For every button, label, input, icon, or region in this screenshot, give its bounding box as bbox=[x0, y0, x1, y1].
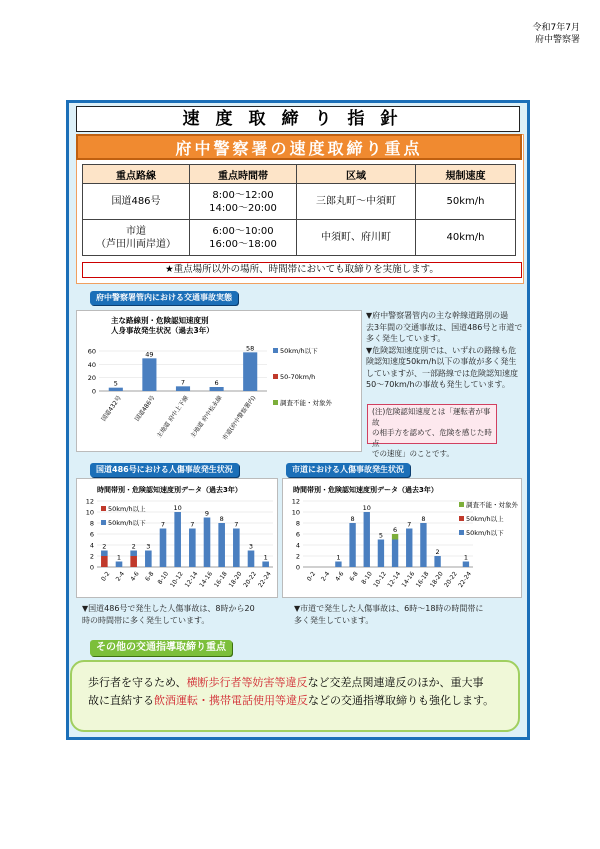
bar bbox=[210, 387, 224, 391]
bar bbox=[130, 551, 137, 557]
x-tick-label: 主地道 府中松永線 bbox=[189, 394, 224, 440]
bar bbox=[160, 529, 167, 568]
chart-title: 時間帯別・危険認知速度別データ（過去3年） bbox=[97, 486, 242, 494]
x-tick-label: 22-24 bbox=[457, 570, 473, 589]
chart-title: 人身事故発生状況（過去3年） bbox=[111, 326, 214, 335]
data-label: 6 bbox=[393, 526, 398, 534]
y-tick-label: 4 bbox=[295, 541, 300, 550]
chart2-panel bbox=[76, 478, 278, 598]
cell-route: 国道486号 bbox=[83, 184, 190, 220]
x-tick-label: 4-6 bbox=[334, 570, 346, 583]
data-label: 6 bbox=[214, 379, 219, 387]
table-row bbox=[83, 184, 516, 220]
x-tick-label: 0-2 bbox=[305, 570, 318, 583]
bar bbox=[109, 388, 123, 391]
enforcement-note: ★重点場所以外の場所、時間帯においても取締りを実施します。 bbox=[82, 262, 522, 278]
section1-label: 府中警察署管内における交通事故実態 bbox=[90, 291, 238, 305]
chart-title: 主な路線別・危険認知速度別 bbox=[111, 316, 209, 325]
x-tick-label: 18-20 bbox=[428, 570, 445, 589]
section4-label: その他の交通指導取締り重点 bbox=[90, 640, 232, 656]
y-tick-label: 10 bbox=[85, 508, 94, 517]
chart3-panel bbox=[282, 478, 522, 598]
definition-note: (注)危険認知速度とは「運転者が事故 の相手方を認めて、危険を感じた時点 での速度」のことです。 bbox=[367, 404, 497, 444]
th-area: 区域 bbox=[297, 165, 416, 184]
x-tick-label: 10-12 bbox=[372, 570, 388, 589]
section1-desc: ▼府中警察署管内の主な幹線道路別の過 去3年間の交通事故は、国道486号と市道で 多く発生しています。 ▼危険認知速度別では、いずれの路線も危 険認知速度50km/h以下の事故が多く発生 していますが、一部路線では危険認知速度 50～70km/hの事故も発生しています。 bbox=[366, 311, 523, 389]
table-row bbox=[83, 220, 516, 256]
bar bbox=[145, 551, 152, 568]
x-tick-label: 14-16 bbox=[400, 570, 417, 589]
cell-time: 6:00～10:00 16:00～18:00 bbox=[190, 220, 297, 256]
x-tick-label: 6-8 bbox=[348, 570, 360, 583]
x-tick-label: 6-8 bbox=[144, 570, 156, 583]
header-block bbox=[520, 22, 580, 46]
x-tick-label: 12-14 bbox=[386, 570, 403, 589]
data-label: 5 bbox=[113, 379, 118, 388]
bar bbox=[218, 523, 225, 567]
chart1-svg bbox=[77, 311, 361, 451]
bar bbox=[248, 551, 255, 568]
x-tick-label: 14-16 bbox=[198, 570, 215, 589]
table-header-row bbox=[83, 165, 516, 184]
legend-swatch bbox=[273, 374, 278, 379]
other-line2: 故に直結する飲酒運転・携帯電話使用等違反などの交通指導取締りも強化します。 bbox=[88, 694, 495, 707]
y-tick-label: 6 bbox=[89, 530, 94, 539]
legend-swatch bbox=[273, 400, 278, 405]
bar bbox=[130, 556, 137, 567]
y-tick-label: 12 bbox=[85, 497, 94, 506]
x-tick-label: 主地道 府中上下線 bbox=[155, 394, 191, 440]
y-tick-label: 0 bbox=[89, 563, 94, 572]
x-tick-label: 16-18 bbox=[414, 570, 431, 589]
data-label: 2 bbox=[102, 542, 107, 551]
x-tick-label: 12-14 bbox=[183, 570, 200, 589]
section3-label: 市道における人傷事故発生状況 bbox=[286, 463, 410, 477]
y-tick-label: 4 bbox=[89, 541, 94, 550]
y-tick-label: 12 bbox=[291, 497, 300, 506]
data-label: 10 bbox=[173, 504, 182, 512]
legend-swatch bbox=[459, 530, 464, 535]
bar bbox=[378, 540, 384, 568]
cell-area: 中須町、府川町 bbox=[297, 220, 416, 256]
th-time: 重点時間帯 bbox=[190, 165, 297, 184]
data-label: 58 bbox=[246, 344, 255, 353]
legend-label: 50km/h以下 bbox=[280, 347, 318, 355]
x-tick-label: 16-18 bbox=[213, 570, 229, 589]
chart2-svg bbox=[77, 479, 277, 597]
header-date: 令和7年7月 bbox=[532, 23, 580, 33]
y-tick-label: 20 bbox=[87, 374, 96, 383]
bar bbox=[406, 529, 412, 568]
x-tick-label: 8-10 bbox=[156, 570, 171, 586]
bar bbox=[233, 529, 240, 568]
data-label: 10 bbox=[362, 504, 371, 512]
bar bbox=[463, 562, 469, 568]
legend-label: 調査不能・対象外 bbox=[466, 501, 518, 509]
x-tick-label: 2-4 bbox=[114, 570, 127, 583]
x-tick-label: 2-4 bbox=[319, 570, 332, 583]
cell-time: 8:00～12:00 14:00～20:00 bbox=[190, 184, 297, 220]
data-label: 7 bbox=[160, 520, 166, 529]
x-tick-label: 22-24 bbox=[257, 570, 273, 589]
legend-label: 50km/h以上 bbox=[108, 505, 146, 513]
data-label: 1 bbox=[263, 553, 268, 562]
cell-limit: 40km/h bbox=[416, 220, 516, 256]
data-label: 8 bbox=[350, 515, 355, 523]
th-limit: 規制速度 bbox=[416, 165, 516, 184]
data-label: 3 bbox=[146, 542, 151, 551]
data-label: 1 bbox=[463, 553, 468, 562]
other-enforcement-box bbox=[70, 660, 520, 732]
y-tick-label: 10 bbox=[291, 508, 300, 517]
section2-desc: ▼国道486号で発生した人傷事故は、8時から20 時の時間帯に多く発生しています。 bbox=[82, 604, 255, 625]
data-label: 7 bbox=[234, 520, 239, 529]
data-label: 49 bbox=[145, 350, 154, 359]
bar bbox=[189, 529, 196, 568]
legend-swatch bbox=[459, 516, 464, 521]
data-label: 7 bbox=[407, 520, 412, 529]
section3-desc: ▼市道で発生した人傷事故は、6時～18時の時間帯に 多く発生しています。 bbox=[294, 604, 484, 625]
x-tick-label: 20-22 bbox=[242, 570, 259, 589]
bar bbox=[262, 562, 269, 568]
section2-label: 国道486号における人傷事故発生状況 bbox=[90, 463, 239, 477]
legend-swatch bbox=[273, 348, 278, 353]
legend-label: 50-70km/h bbox=[280, 373, 316, 381]
data-label: 2 bbox=[131, 542, 136, 551]
page-title: 速度取締り指針 bbox=[76, 106, 520, 132]
bar bbox=[364, 512, 370, 567]
data-label: 9 bbox=[204, 509, 210, 518]
data-label: 5 bbox=[378, 531, 383, 540]
th-route: 重点路線 bbox=[83, 165, 190, 184]
x-tick-label: 4-6 bbox=[129, 570, 141, 583]
y-tick-label: 8 bbox=[295, 519, 300, 528]
x-tick-label: 国道486号 bbox=[133, 394, 157, 423]
speed-table bbox=[82, 164, 516, 256]
header-issuer: 府中警察署 bbox=[534, 35, 580, 45]
data-label: 1 bbox=[116, 553, 122, 562]
chart1-panel bbox=[76, 310, 362, 452]
legend-label: 50km/h以上 bbox=[466, 515, 504, 523]
bar bbox=[174, 512, 181, 567]
bar bbox=[116, 562, 123, 568]
x-tick-label: 8-10 bbox=[360, 570, 374, 586]
x-tick-label: 0-2 bbox=[100, 570, 112, 583]
bar bbox=[243, 352, 257, 391]
x-tick-label: 国道432号 bbox=[100, 394, 123, 423]
legend-swatch bbox=[101, 520, 106, 525]
bar bbox=[204, 518, 211, 568]
data-label: 8 bbox=[219, 515, 224, 523]
cell-area: 三郎丸町～中須町 bbox=[297, 184, 416, 220]
legend-label: 調査不能・対象外 bbox=[280, 399, 332, 407]
y-tick-label: 2 bbox=[89, 552, 94, 561]
data-label: 7 bbox=[180, 378, 186, 387]
bar bbox=[434, 556, 440, 567]
y-tick-label: 0 bbox=[91, 387, 96, 396]
bar bbox=[349, 523, 355, 567]
other-line1: 歩行者を守るため、横断歩行者等妨害等違反など交差点関連違反のほか、重大事 bbox=[88, 676, 484, 689]
bar bbox=[101, 556, 108, 567]
y-tick-label: 6 bbox=[295, 530, 300, 539]
x-tick-label: 18-20 bbox=[227, 570, 244, 589]
y-tick-label: 8 bbox=[89, 519, 94, 528]
x-tick-label: 20-22 bbox=[443, 570, 459, 589]
bar bbox=[176, 386, 190, 391]
bar bbox=[335, 562, 341, 568]
bar bbox=[392, 534, 398, 540]
y-tick-label: 60 bbox=[87, 347, 96, 356]
bar bbox=[420, 523, 426, 567]
x-tick-label: 市道(府中警察署内) bbox=[221, 394, 258, 442]
legend-label: 50km/h以下 bbox=[466, 529, 504, 537]
legend-swatch bbox=[459, 502, 464, 507]
bar bbox=[101, 551, 108, 557]
data-label: 7 bbox=[190, 520, 195, 529]
chart-title: 時間帯別・危険認知速度別データ（過去3年） bbox=[293, 486, 438, 494]
bar bbox=[142, 358, 156, 391]
priority-heading: 府中警察署の速度取締り重点 bbox=[76, 134, 522, 160]
y-tick-label: 40 bbox=[87, 360, 96, 369]
legend-swatch bbox=[101, 506, 106, 511]
data-label: 3 bbox=[248, 542, 254, 551]
y-tick-label: 0 bbox=[295, 563, 300, 572]
y-tick-label: 2 bbox=[295, 552, 300, 561]
cell-limit: 50km/h bbox=[416, 184, 516, 220]
bar bbox=[392, 540, 398, 568]
legend-label: 50km/h以下 bbox=[108, 519, 146, 527]
data-label: 2 bbox=[435, 548, 440, 556]
data-label: 1 bbox=[336, 553, 341, 562]
chart3-svg bbox=[283, 479, 521, 597]
x-tick-label: 10-12 bbox=[169, 570, 185, 589]
data-label: 8 bbox=[421, 515, 426, 523]
cell-route: 市道 （芦田川両岸道） bbox=[83, 220, 190, 256]
